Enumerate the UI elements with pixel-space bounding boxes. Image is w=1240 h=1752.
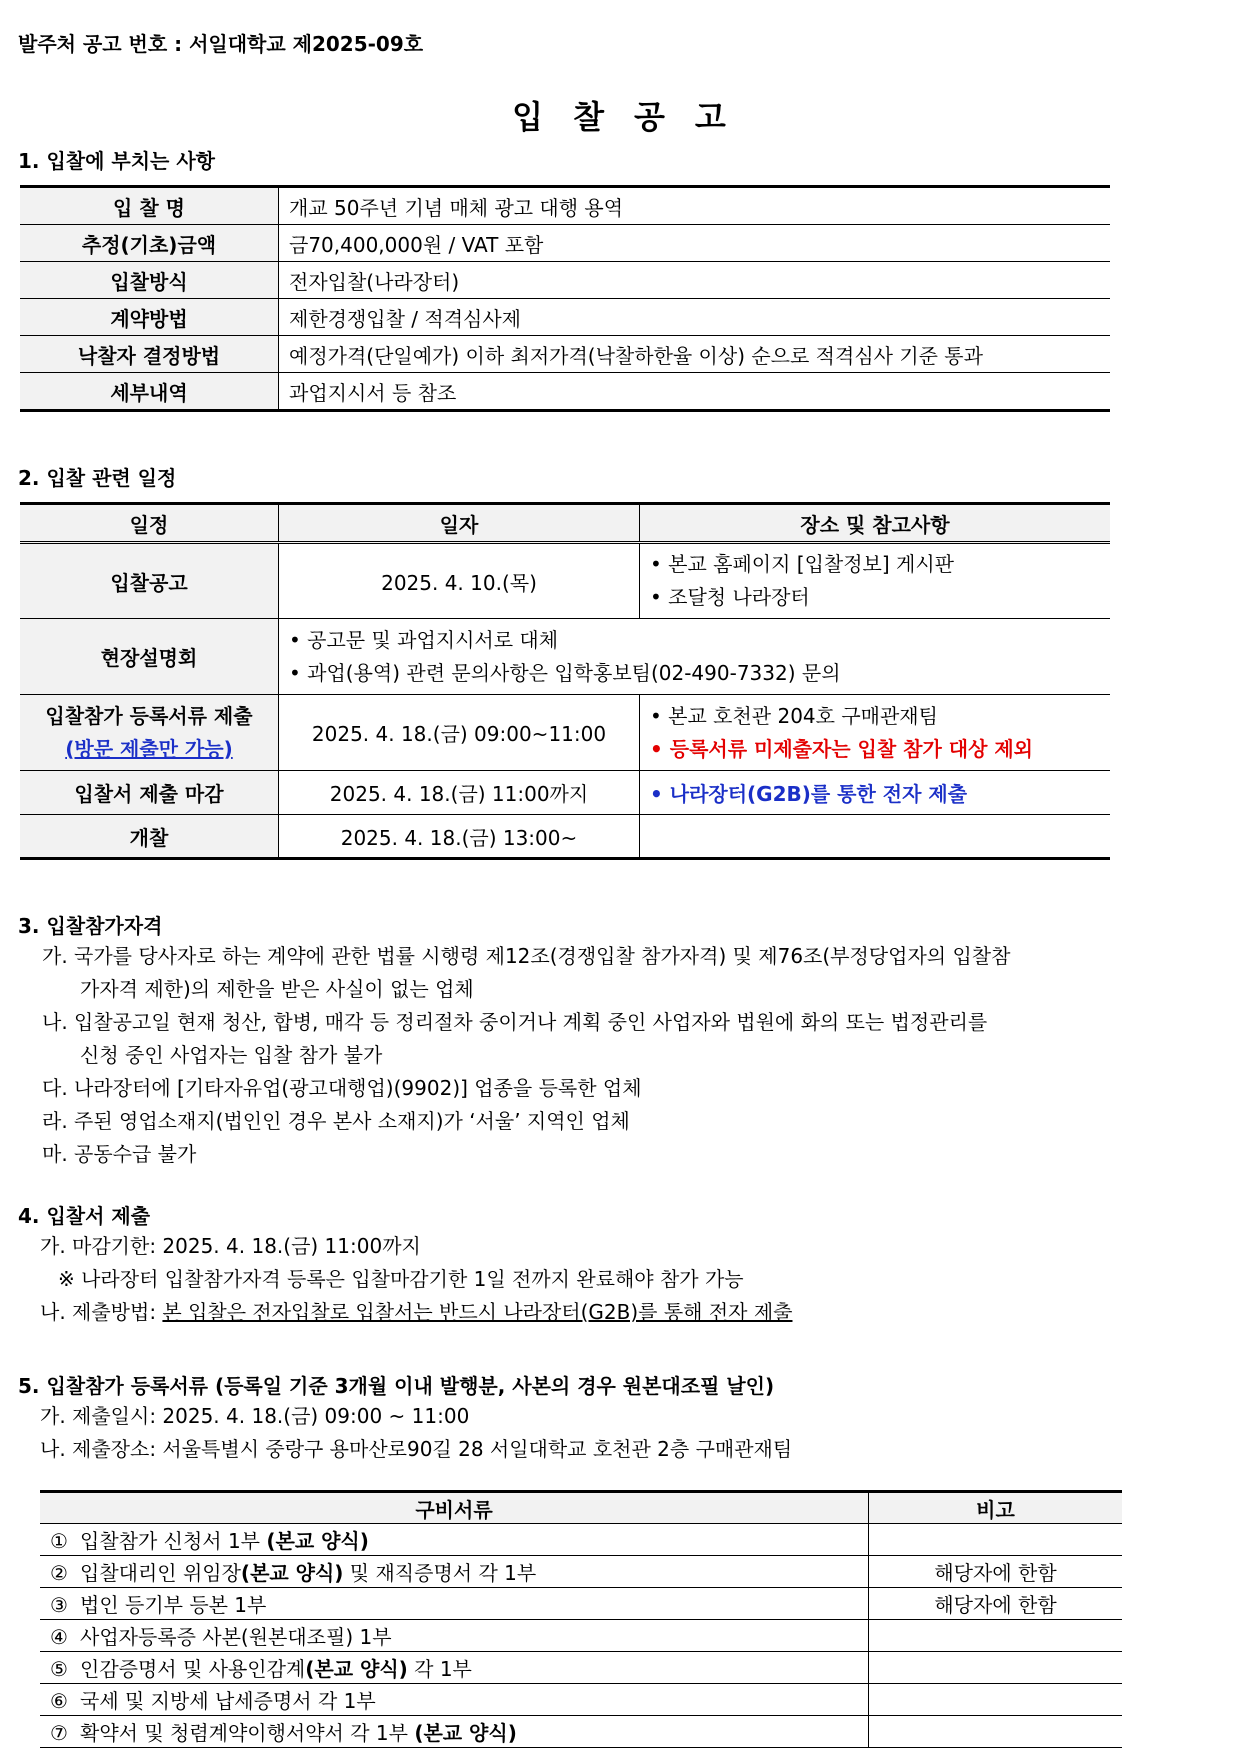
column-header: 구비서류: [40, 1492, 869, 1524]
bid-info-table: [20, 185, 1110, 412]
document-remark: 해당자에 한함: [869, 1588, 1123, 1620]
table-row: [20, 619, 1110, 695]
column-header: 일정: [20, 504, 279, 543]
table-row: [20, 225, 1110, 262]
table-row: [20, 299, 1110, 336]
section1-heading: 1. 입찰에 부치는 사항: [18, 149, 215, 173]
document-remark: [869, 1652, 1123, 1684]
document-name: ⑥ 국세 및 지방세 납세증명서 각 1부: [40, 1684, 869, 1716]
document-remark: 해당자에 한함: [869, 1556, 1123, 1588]
list-item: • 과업(용역) 관련 문의사항은 입학홍보팀(02-490-7332) 문의: [289, 660, 841, 685]
document-name: ⑦ 확약서 및 청렴계약이행서약서 각 1부 (본교 양식): [40, 1716, 869, 1748]
row-label: 세부내역: [20, 373, 279, 411]
list-item-continuation: 신청 중인 사업자는 입찰 참가 불가: [80, 1043, 383, 1067]
visit-only-note: (방문 제출만 가능): [65, 736, 233, 761]
warning-note: • 등록서류 미제출자는 입찰 참가 대상 제외: [650, 736, 1034, 761]
method-text: 나. 제출방법: 본 입찰은 전자입찰로 입찰서는 반드시 나라장터(G2B)를 통해 전자 제출: [40, 1300, 793, 1324]
list-item-continuation: 가자격 제한)의 제한을 받은 사실이 없는 업체: [80, 977, 474, 1001]
document-remark: [869, 1524, 1123, 1556]
schedule-notes: [640, 543, 1111, 619]
section5-heading: 5. 입찰참가 등록서류 (등록일 기준 3개월 이내 발행분, 사본의 경우 원본대조필 날인): [18, 1374, 775, 1398]
note-text: ※ 나라장터 입찰참가자격 등록은 입찰마감기한 1일 전까지 완료해야 참가 가능: [58, 1267, 744, 1291]
column-header: 일자: [279, 504, 640, 543]
row-value: 예정가격(단일예가) 이하 최저가격(낙찰하한율 이상) 순으로 적격심사 기준 통과: [279, 336, 1111, 373]
submission-info: [40, 1230, 1190, 1329]
emphasis-note: • 나라장터(G2B)를 통한 전자 제출: [640, 771, 1111, 815]
document-name: ③ 법인 등기부 등본 1부: [40, 1588, 869, 1620]
schedule-date: 2025. 4. 18.(금) 13:00~: [279, 815, 640, 859]
schedule-label: 입찰공고: [20, 543, 279, 619]
column-header: 비고: [869, 1492, 1123, 1524]
row-label: 추정(기초)금액: [20, 225, 279, 262]
section2-heading: 2. 입찰 관련 일정: [18, 466, 177, 490]
list-item: • 조달청 나라장터: [650, 585, 810, 609]
table-row: [20, 543, 1110, 619]
page-title: [0, 92, 1240, 138]
list-item: • 공고문 및 과업지시서로 대체: [289, 627, 559, 652]
table-row: [40, 1588, 1122, 1620]
section4-heading: 4. 입찰서 제출: [18, 1204, 151, 1228]
table-header-row: [40, 1492, 1122, 1524]
schedule-date: 2025. 4. 18.(금) 09:00~11:00: [279, 695, 640, 771]
schedule-date: 2025. 4. 18.(금) 11:00까지: [279, 771, 640, 815]
empty-cell: [640, 815, 1111, 859]
list-item: • 본교 호천관 204호 구매관재팀: [650, 703, 938, 728]
table-row: [40, 1556, 1122, 1588]
title-char: 입: [512, 98, 546, 136]
table-row: [20, 373, 1110, 411]
list-item: 라. 주된 영업소재지(법인인 경우 본사 소재지)가 ‘서울’ 지역인 업체: [42, 1109, 630, 1133]
deadline-text: 가. 마감기한: 2025. 4. 18.(금) 11:00까지: [40, 1234, 421, 1258]
documents-table: [40, 1490, 1122, 1748]
table-row: [20, 262, 1110, 299]
table-row: [40, 1684, 1122, 1716]
title-char: 공: [634, 98, 667, 136]
schedule-table: [20, 502, 1110, 860]
row-value: 과업지시서 등 참조: [289, 380, 457, 405]
row-value: 제한경쟁입찰 / 적격심사제: [279, 299, 1111, 336]
notice-number: 발주처 공고 번호 : 서일대학교 제2025-09호: [18, 32, 424, 56]
table-row: [40, 1716, 1122, 1748]
row-label: 입찰방식: [20, 262, 279, 299]
row-label: 계약방법: [20, 299, 279, 336]
row-value: 전자입찰(나라장터): [279, 262, 1111, 299]
table-row: [40, 1524, 1122, 1556]
row-label: 입 찰 명: [20, 187, 279, 225]
table-row: [20, 336, 1110, 373]
list-item: 가. 국가를 당사자로 하는 계약에 관한 법률 시행령 제12조(경쟁입찰 참가자격) 및 제76조(부정당업자의 입찰참: [42, 944, 1011, 968]
schedule-label: 현장설명회: [20, 619, 279, 695]
registration-info: [40, 1400, 1190, 1466]
table-row: [20, 187, 1110, 225]
document-remark: [869, 1620, 1123, 1652]
title-char: 찰: [573, 98, 606, 136]
submission-date: 가. 제출일시: 2025. 4. 18.(금) 09:00 ~ 11:00: [40, 1404, 470, 1428]
schedule-notes: [279, 619, 1111, 695]
qualification-list: [42, 940, 1192, 1171]
table-header-row: [20, 504, 1110, 543]
schedule-label: 입찰참가 등록서류 제출 (방문 제출만 가능): [20, 695, 279, 771]
section3-heading: 3. 입찰참가자격: [18, 914, 163, 938]
document-name: ② 입찰대리인 위임장(본교 양식) 및 재직증명서 각 1부: [40, 1556, 869, 1588]
table-row: [20, 695, 1110, 771]
list-item: • 본교 홈페이지 [입찰정보] 게시판: [650, 552, 954, 576]
table-row: [20, 815, 1110, 859]
column-header: 장소 및 참고사항: [640, 504, 1111, 543]
table-row: [40, 1620, 1122, 1652]
schedule-label: 입찰서 제출 마감: [20, 771, 279, 815]
schedule-notes: [640, 695, 1111, 771]
submission-place: 나. 제출장소: 서울특별시 중랑구 용마산로90길 28 서일대학교 호천관 2층 구매관재팀: [40, 1437, 793, 1461]
document-remark: [869, 1716, 1123, 1748]
list-item: 마. 공동수급 불가: [42, 1142, 197, 1166]
document-name: ④ 사업자등록증 사본(원본대조필) 1부: [40, 1620, 869, 1652]
table-row: [40, 1652, 1122, 1684]
schedule-label: 개찰: [20, 815, 279, 859]
document-name: ⑤ 인감증명서 및 사용인감계(본교 양식) 각 1부: [40, 1652, 869, 1684]
title-char: 고: [694, 98, 728, 136]
list-item: 나. 입찰공고일 현재 청산, 합병, 매각 등 정리절차 중이거나 계획 중인 사업자와 법원에 화의 또는 법정관리를: [42, 1010, 988, 1034]
list-item: 다. 나라장터에 [기타자유업(광고대행업)(9902)] 업종을 등록한 업체: [42, 1076, 642, 1100]
table-row: [20, 771, 1110, 815]
row-value: 금70,400,000원 / VAT 포함: [279, 225, 1111, 262]
schedule-date: 2025. 4. 10.(목): [279, 543, 640, 619]
row-label: 낙찰자 결정방법: [20, 336, 279, 373]
document-name: ① 입찰참가 신청서 1부 (본교 양식): [40, 1524, 869, 1556]
document-remark: [869, 1684, 1123, 1716]
row-value: 개교 50주년 기념 매체 광고 대행 용역: [279, 187, 1111, 225]
